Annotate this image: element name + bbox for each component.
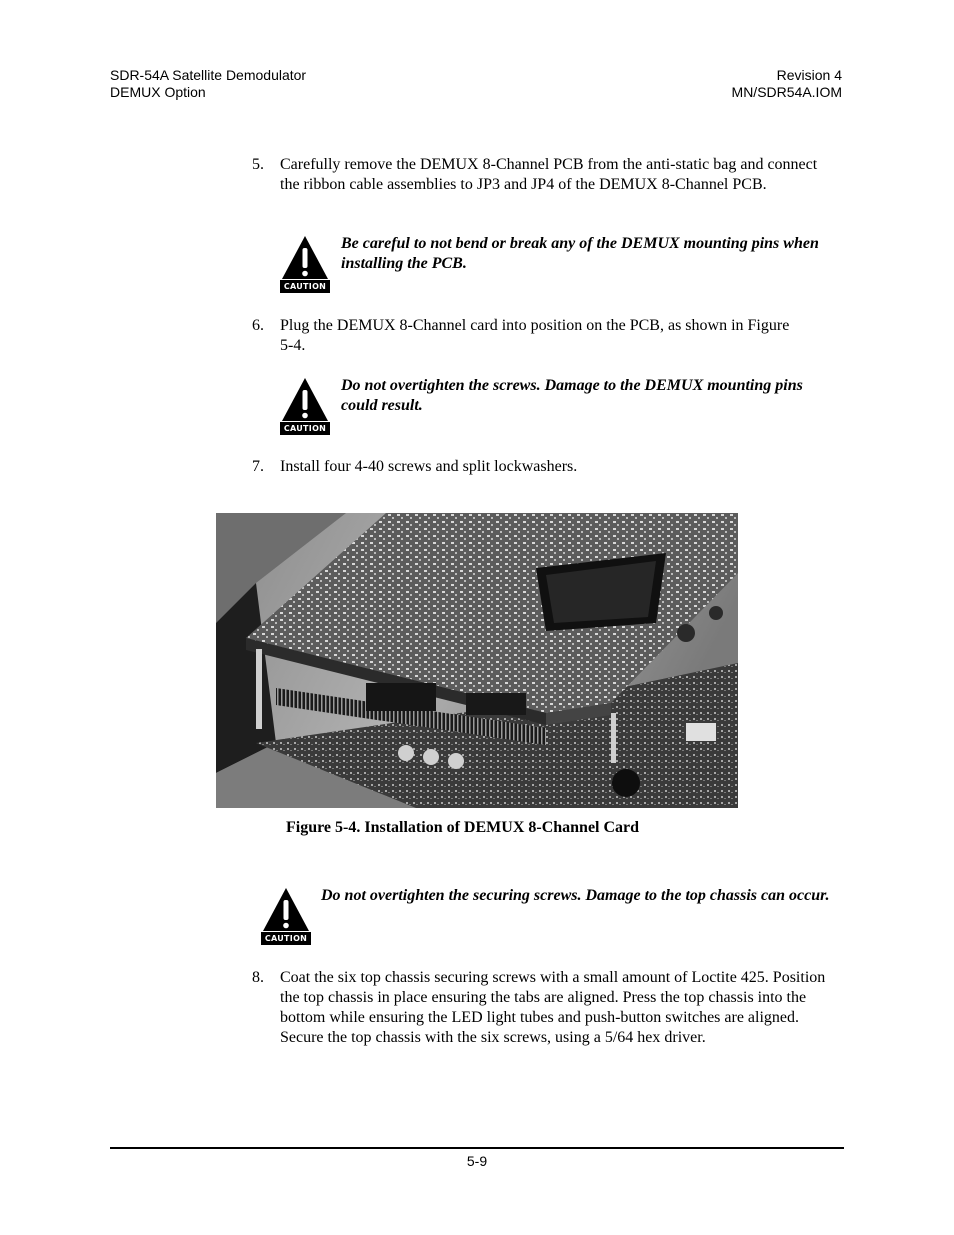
caution-text: Do not overtighten the securing screws. Damage to the top chassis can occur. [321,887,830,904]
caution-text: Be careful to not bend or break any of the DEMUX mounting pins when installing the PCB. [341,235,819,272]
step-text: Plug the DEMUX 8-Channel card into position on the PCB, as shown in Figure 5-4. [280,317,790,354]
step-number: 8. [252,969,264,986]
document-subtitle: DEMUX Option [110,84,206,100]
manual-number: MN/SDR54A.IOM [731,84,842,100]
caution-icon [280,377,330,439]
footer-rule [110,1147,844,1149]
caution-text: Do not overtighten the screws. Damage to the DEMUX mounting pins could result. [341,377,803,414]
caution-icon [261,887,311,949]
figure-caption: Figure 5-4. Installation of DEMUX 8-Channel Card [286,819,640,836]
header-right [732,67,842,101]
page-number: 5-9 [466,1153,488,1169]
revision-label: Revision 4 [776,67,842,83]
figure-photo [216,513,738,808]
step-text: Coat the six top chassis securing screws with a small amount of Loctite 425. Position the top chassis in place ensuring the tabs are aligned. Press the top chassis into the bottom while ensuring the LED light tubes and push-button switches are aligned. Secure the top chassis with the six screws, using a 5/64 hex driver. [280,969,826,1046]
step-text: Carefully remove the DEMUX 8-Channel PCB from the anti-static bag and connect the ribbon cable assemblies to JP3 and JP4 of the DEMUX 8-Channel PCB. [280,156,818,193]
caution-label: CAUTION [280,422,330,435]
step-number: 5. [252,156,264,173]
caution-label: CAUTION [280,280,330,293]
step-text: Install four 4-40 screws and split lockwashers. [280,458,578,475]
caution-icon [280,235,330,297]
step-number: 6. [252,317,264,334]
document-title: SDR-54A Satellite Demodulator [110,67,307,83]
header-left [110,67,306,101]
caution-label: CAUTION [261,932,311,945]
step-number: 7. [252,458,264,475]
